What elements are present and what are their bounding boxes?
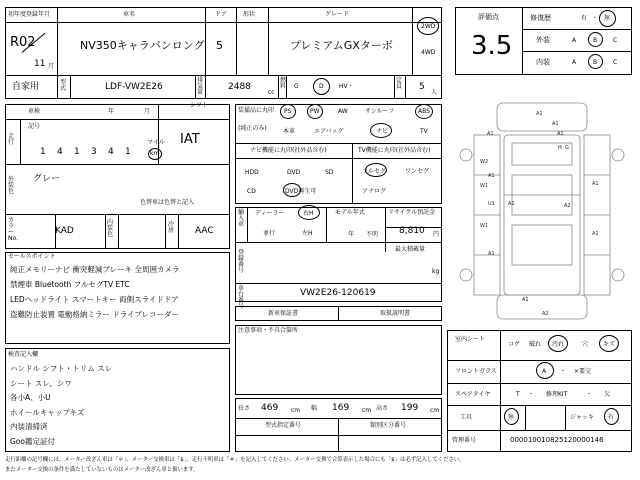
mark-17: A2 [542, 311, 549, 317]
shift-value: IAT [180, 132, 200, 147]
inspector-line: 各小A、小U [10, 393, 51, 402]
footer-line-1: 走行距離の記号欄には、メーター改ざん車は「＊」、メーター交換車は「$」、走行不明車は「＃」を記入してください。メーター交換で合算表示した場合にも「$」は必ず記入してください。 [5, 457, 465, 463]
displacement-value: 2488 [228, 82, 251, 92]
sales-line: LEDヘッドライト スマートキー 両側スライドドア [10, 295, 179, 304]
mark-7: A1 [488, 173, 495, 179]
mark-6: W2 [480, 159, 489, 165]
car-name-label: 車名 [123, 11, 136, 18]
color-code: KAD [55, 226, 74, 236]
vehicle-damage-diagram [452, 95, 632, 327]
car-name: NV350キャラバンロング [80, 39, 205, 52]
capacity-value: 5 [419, 82, 425, 92]
recycle-value: 8,810 [399, 226, 425, 236]
mark-13: A2 [564, 203, 571, 209]
first-reg-label: 初年度登録年月 [8, 11, 51, 18]
odometer-digit: 4 [108, 147, 114, 157]
mark-12: A1 [592, 181, 599, 187]
sales-line: 純正メモリーナビ 衝突軽減ブレーキ 全周囲カメラ [10, 265, 180, 274]
use-value: 自家用 [12, 82, 40, 92]
mark-8: W1 [480, 183, 489, 189]
sales-line: 禁煙車 Bluetooth フルセグTV ETC [10, 280, 130, 289]
inspector-line: 内装清掃済 [10, 422, 48, 431]
mgmt-number: 000010010825120000146 [510, 436, 604, 444]
score-value: 3.5 [471, 31, 513, 61]
chassis-number: VW2E26-120619 [300, 288, 376, 298]
first-reg-year: R02 [10, 35, 36, 50]
odometer-digit: 3 [91, 147, 97, 157]
mark-10: A1 [508, 201, 515, 207]
odometer-digit: 1 [74, 147, 80, 157]
sales-line: 盗難防止装置 電動格納ミラー ドライブレコーダー [10, 310, 180, 319]
notes-box [235, 325, 442, 395]
inspector-line: ホイールキャップキズ [10, 407, 85, 417]
mark-9: U1 [488, 201, 495, 207]
mark-3: H [558, 145, 562, 151]
mark-11: W1 [480, 223, 489, 229]
mark-5: A1 [487, 131, 494, 137]
inspector-line: シート スレ、シワ [10, 378, 72, 388]
exterior-color: グレー [33, 174, 61, 184]
mark-2: A1 [557, 131, 564, 137]
shape-label: 形状 [243, 11, 256, 18]
mark-15: A1 [488, 251, 495, 257]
mark-16: A1 [522, 297, 529, 303]
aircon-value: AAC [195, 226, 214, 236]
model-value: LDF-VW2E26 [105, 82, 163, 92]
drive-4wd: 4WD [421, 49, 436, 56]
odometer-digit: 1 [125, 147, 131, 157]
grade-value: プレミアムGXターボ [290, 39, 393, 52]
footer-line-2: またメーター交換の条件を満たしていないものはメーター改ざん車と扱います。 [5, 467, 199, 473]
equipment-block [235, 104, 442, 204]
first-reg-month: 11 [34, 59, 46, 69]
inspector-line: ハンドル シフト・トリム スレ [10, 364, 113, 373]
mark-1: A1 [552, 121, 559, 127]
mark-14: A1 [592, 231, 599, 237]
drive-2wd: 2WD [421, 23, 436, 30]
doors-value: 5 [216, 39, 223, 52]
inspector-line: Goo鑑定証付 [10, 436, 55, 446]
mark-4: G [565, 145, 569, 151]
odometer-digit: 1 [40, 147, 46, 157]
door-label: ドア [215, 11, 227, 18]
odometer-digit: 4 [57, 147, 63, 157]
mark-0: A1 [536, 111, 543, 117]
grade-label: グレード [325, 11, 350, 18]
